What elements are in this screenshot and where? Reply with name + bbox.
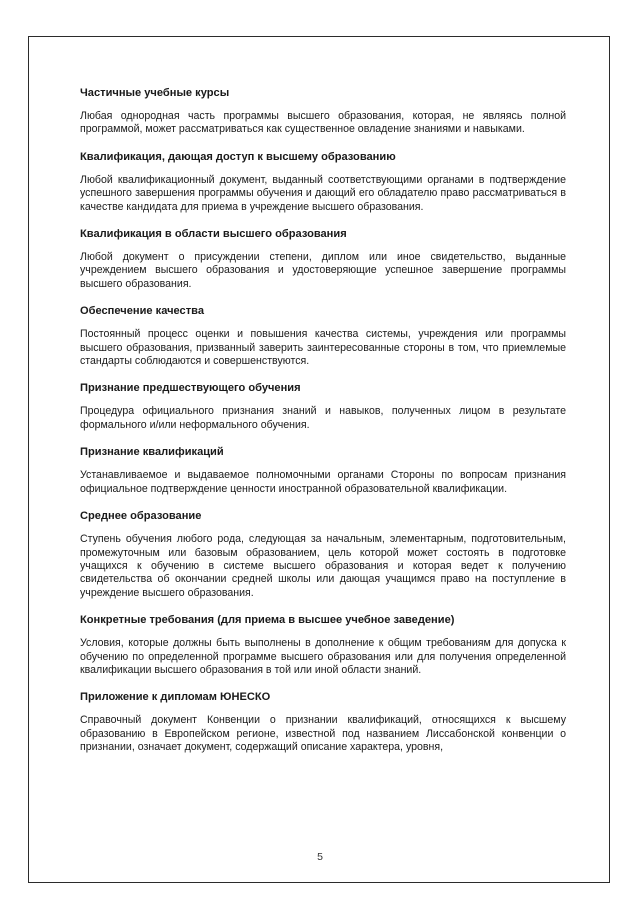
section-text: Условия, которые должны быть выполнены в дополнение к общим требованиям для допуска к обучению по определенной программе высшего образования или для получения определенной квалификации высшего образования в той или иной области знаний.	[80, 637, 566, 676]
section-partial-courses	[80, 86, 566, 137]
section-text: Любой документ о присуждении степени, диплом или иное свидетельство, выданные учреждением высшего образования и удостоверяющие успешное завершение программы высшего образования.	[80, 251, 566, 290]
section-heading: Признание квалификаций	[80, 446, 224, 459]
document-body	[80, 86, 566, 768]
section-prior-learning	[80, 381, 566, 432]
section-text: Справочный документ Конвенции о признании квалификаций, относящихся к высшему образованию в Европейском регионе, известной под названием Лиссабонской конвенции о признании, означает документ, содержащий описание характера, уровня,	[80, 714, 566, 754]
section-secondary-education	[80, 509, 566, 600]
section-heading: Среднее образование	[80, 510, 202, 523]
page-number: 5	[317, 851, 323, 863]
section-higher-ed-qualification	[80, 227, 566, 291]
section-heading: Квалификация, дающая доступ к высшему образованию	[80, 150, 396, 163]
section-heading: Частичные учебные курсы	[80, 87, 230, 99]
section-heading: Обеспечение качества	[80, 305, 205, 318]
section-text: Любая однородная часть программы высшего образования, которая, не являясь полной программой, может рассматриваться как существенное овладение знаниями и навыками.	[80, 110, 566, 136]
section-heading: Конкретные требования (для приема в высшее учебное заведение)	[80, 614, 455, 627]
section-access-qualification	[80, 150, 566, 214]
section-heading: Квалификация в области высшего образования	[80, 228, 347, 241]
section-text: Ступень обучения любого рода, следующая за начальным, элементарным, подготовительным, промежуточным или базовым образованием, цель которой может состоять в подготовке учащихся к обучению в системе высшего образования и которая ведет к получению свидетельства об окончании средней школы или дающая учащимся право на поступление в учреждение высшего образования.	[80, 533, 566, 599]
section-quality-assurance	[80, 304, 566, 368]
section-text: Любой квалификационный документ, выданный соответствующими органами в подтверждение успешного завершения программы обучения и дающий его обладателю право рассматриваться в качестве кандидата для приема в учреждение высшего образования.	[80, 173, 566, 213]
section-text: Устанавливаемое и выдаваемое полномочными органами Стороны по вопросам признания официальное подтверждение ценности иностранной образовательной квалификации.	[80, 469, 566, 495]
section-text: Постоянный процесс оценки и повышения качества системы, учреждения или программы высшего образования, призванный заверить заинтересованные стороны в том, что приемлемые стандарты соблюдаются и совершенствуются.	[80, 328, 566, 368]
section-recognition	[80, 445, 566, 496]
section-heading: Приложение к дипломам ЮНЕСКО	[80, 691, 271, 704]
section-text: Процедура официального признания знаний и навыков, полученных лицом в результате формального и/или неформального обучения.	[80, 405, 566, 431]
section-heading: Признание предшествующего обучения	[80, 382, 301, 395]
section-specific-requirements	[80, 613, 566, 677]
section-diploma-supplement	[80, 690, 566, 754]
